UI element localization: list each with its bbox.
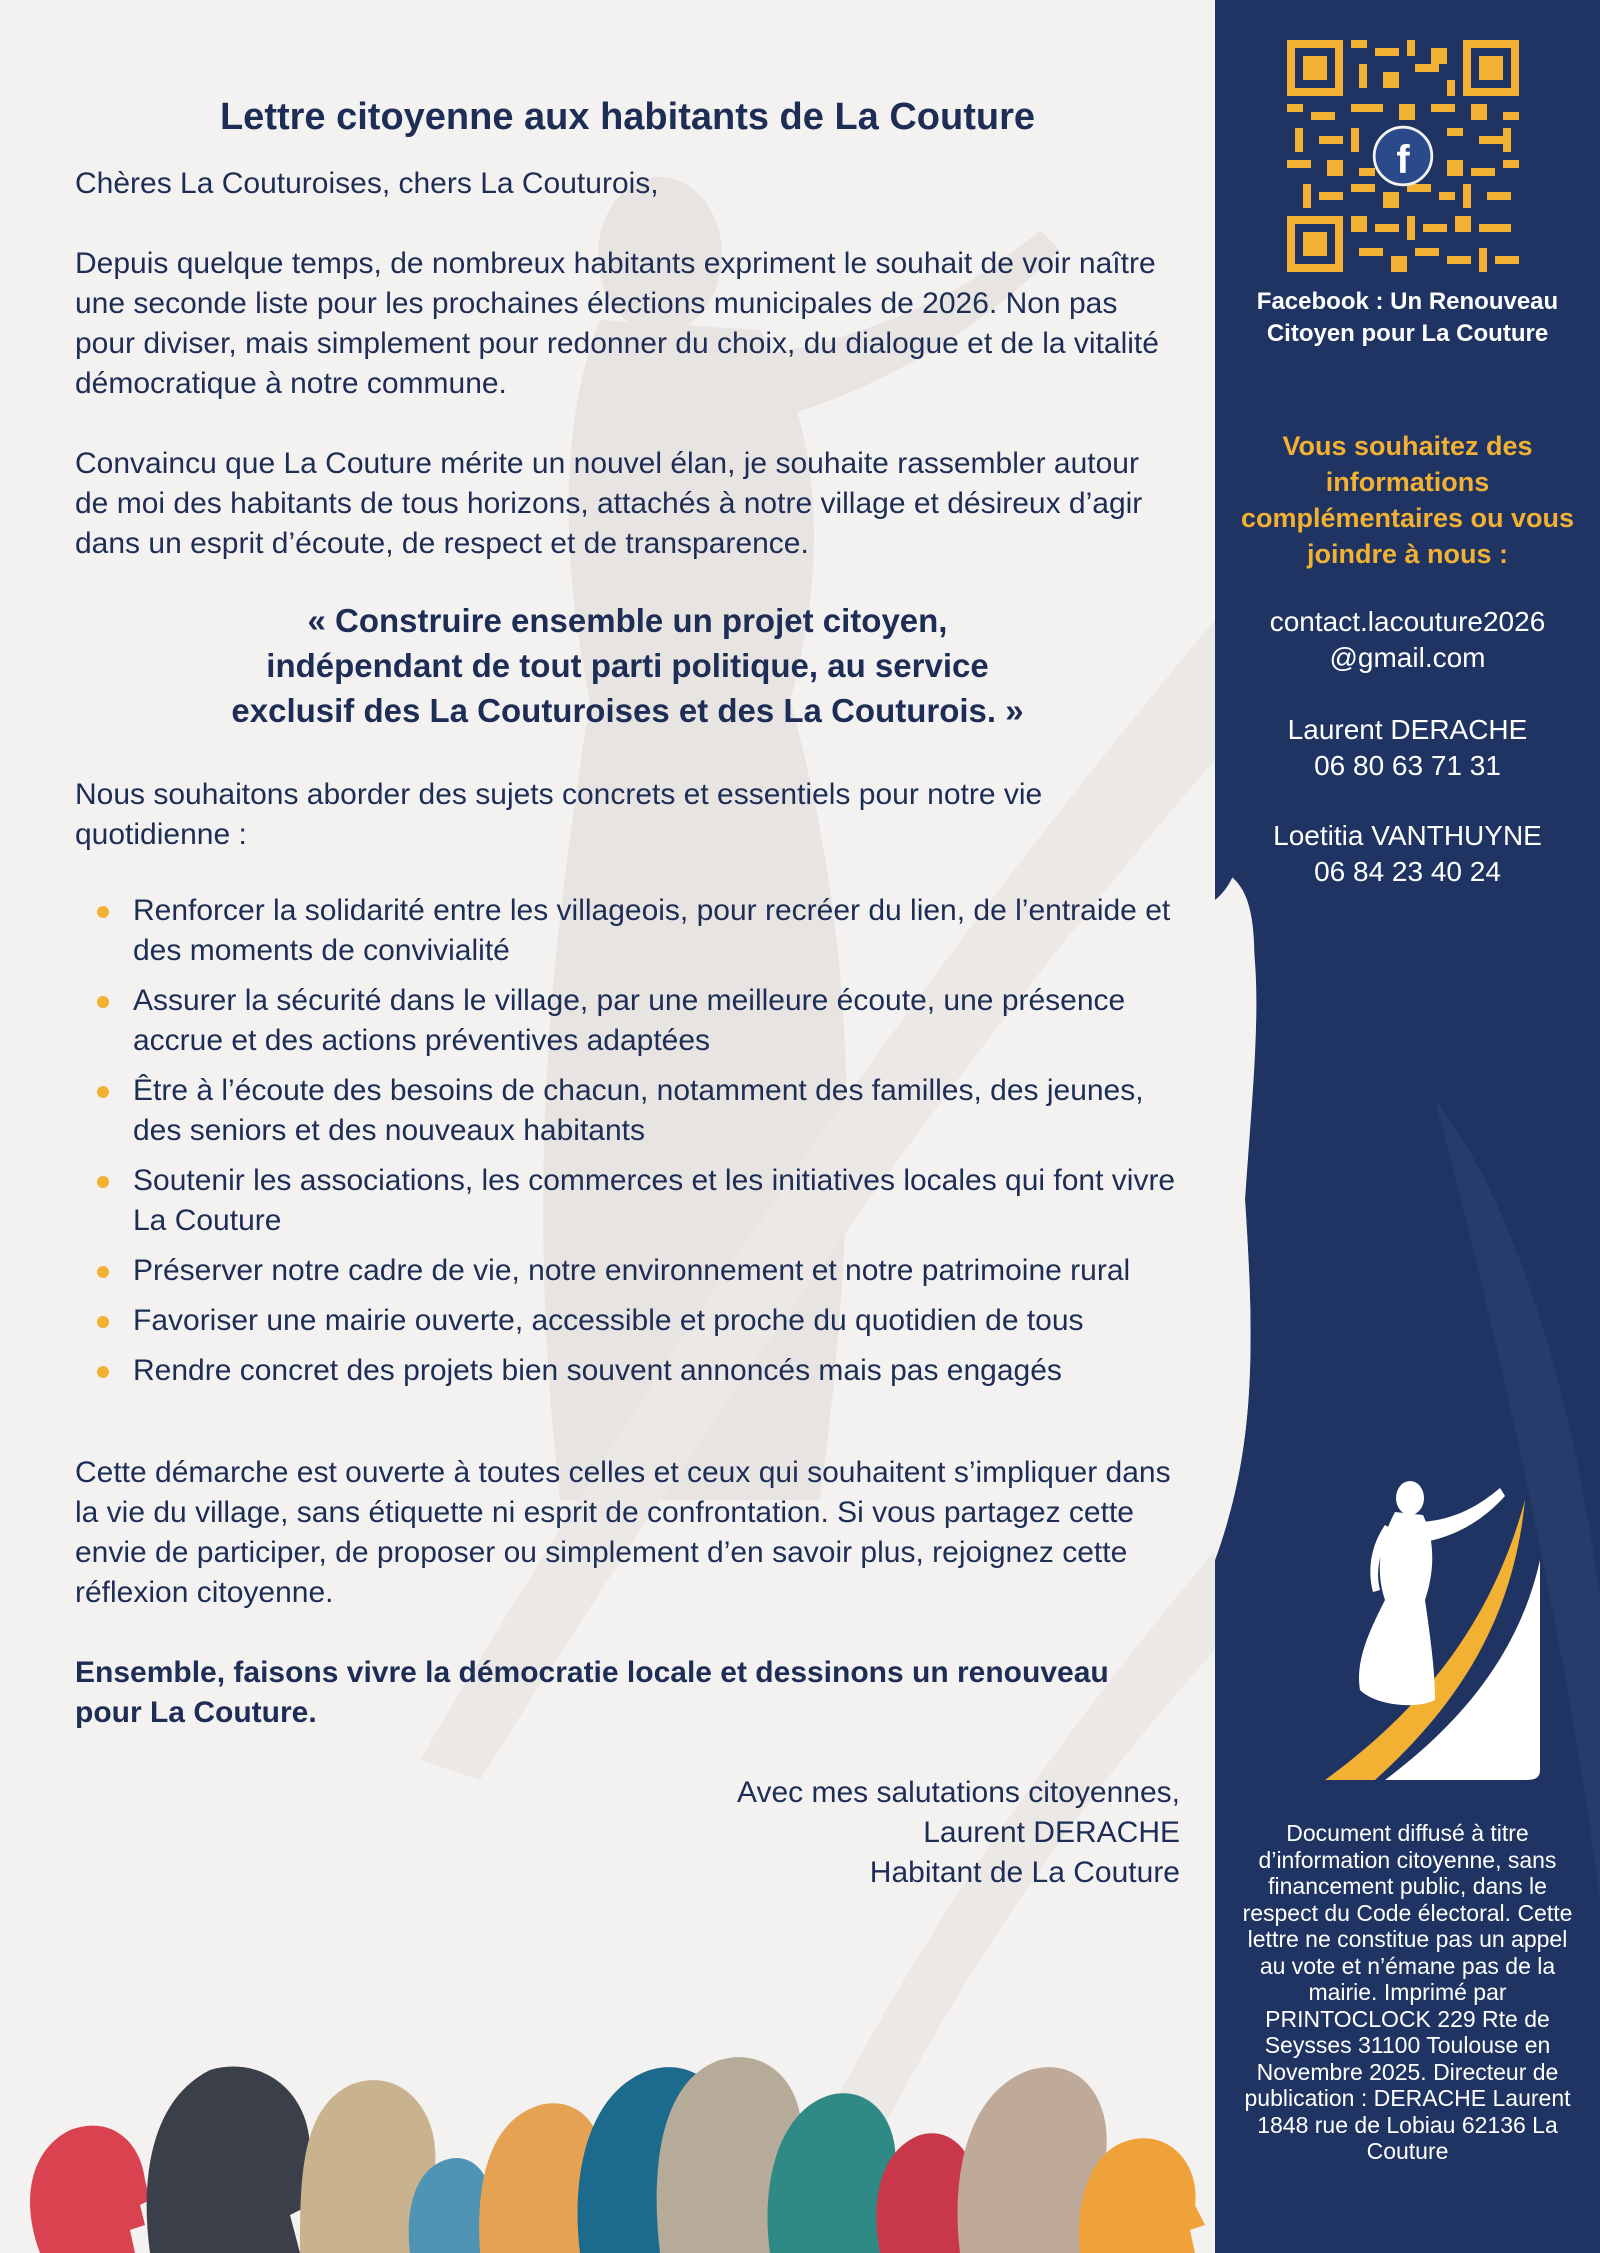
list-item bbox=[75, 1301, 1180, 1341]
facebook-caption[interactable]: Facebook : Un Renouveau Citoyen pour La Couture bbox=[1256, 288, 1559, 347]
quote-line-3: exclusif des La Couturoises et des La Couturois. » bbox=[231, 692, 1024, 729]
list-item-text: Être à l’écoute des besoins de chacun, notamment des familles, des jeunes, des seniors et des nouveaux habitants bbox=[133, 1074, 1144, 1147]
contact-sidebar bbox=[1215, 0, 1600, 2253]
list-item bbox=[75, 981, 1180, 1061]
pull-quote bbox=[75, 598, 1180, 733]
signature-block bbox=[75, 1773, 1180, 1893]
contact-name: Loetitia VANTHUYNE bbox=[1273, 820, 1542, 851]
letter-body bbox=[75, 80, 1180, 1893]
list-item-text: Soutenir les associations, les commerces et les initiatives locales qui font vivre La Couture bbox=[133, 1164, 1176, 1237]
email-line-1[interactable]: contact.lacouture2026 bbox=[1269, 606, 1546, 637]
bullet-dot-icon bbox=[97, 1176, 109, 1188]
list-item bbox=[75, 1251, 1180, 1291]
svg-text:f: f bbox=[1396, 137, 1410, 182]
contact-phone[interactable]: 06 84 23 40 24 bbox=[1314, 856, 1501, 887]
bullet-dot-icon bbox=[97, 906, 109, 918]
list-item-text: Favoriser une mairie ouverte, accessible et proche du quotidien de tous bbox=[133, 1304, 1084, 1337]
bullet-dot-icon bbox=[97, 1086, 109, 1098]
bullet-dot-icon bbox=[97, 1266, 109, 1278]
list-item-text: Préserver notre cadre de vie, notre environnement et notre patrimoine rural bbox=[133, 1254, 1131, 1287]
info-heading: Vous souhaitez des informations complémentaires ou vous joindre à nous : bbox=[1240, 431, 1575, 569]
signoff-salutation: Avec mes salutations citoyennes, bbox=[736, 1776, 1180, 1809]
contact-phone[interactable]: 06 80 63 71 31 bbox=[1314, 750, 1501, 781]
profile-dark bbox=[147, 2067, 318, 2253]
legal-disclaimer: Document diffusé à titre d’information citoyenne, sans financement public, dans le respect du Code électoral. Cette lettre ne constitue pas un appel au vote et n’émane pas de la mairie. Imprimé par PRINTOCLOCK 229 Rte de Seysses 31100 Toulouse en Novembre 2025. Directeur de publication : DERACHE Laurent 1848 rue de Lobiau 62136 La Couture bbox=[1242, 1820, 1573, 2164]
list-item-text: Renforcer la solidarité entre les villageois, pour recréer du lien, de l’entraide et des moments de convivialité bbox=[133, 894, 1171, 967]
email-contact[interactable] bbox=[1215, 604, 1600, 676]
quote-line-1: « Construire ensemble un projet citoyen, bbox=[307, 602, 948, 639]
list-item bbox=[75, 1071, 1180, 1151]
bullet-dot-icon bbox=[97, 996, 109, 1008]
list-intro: Nous souhaitons aborder des sujets concrets et essentiels pour notre vie quotidienne : bbox=[75, 778, 1043, 851]
list-item bbox=[75, 1161, 1180, 1241]
bullet-dot-icon bbox=[97, 1316, 109, 1328]
closing-statement: Ensemble, faisons vivre la démocratie locale et dessinons un renouveau pour La Couture. bbox=[75, 1656, 1109, 1729]
profile-red-left bbox=[30, 2126, 150, 2253]
greeting: Chères La Couturoises, chers La Couturois, bbox=[75, 167, 659, 200]
quote-line-2: indépendant de tout parti politique, au service bbox=[266, 647, 989, 684]
people-silhouettes bbox=[0, 2000, 1215, 2253]
woman-silhouette-logo-icon bbox=[1285, 1460, 1545, 1790]
list-item bbox=[75, 891, 1180, 971]
bullet-dot-icon bbox=[97, 1366, 109, 1378]
paragraph-2: Convaincu que La Couture mérite un nouvel élan, je souhaite rassembler autour de moi des habitants de tous horizons, attachés à notre village et désireux d’agir dans un esprit d’écoute, de respect et de transparence. bbox=[75, 447, 1143, 560]
priorities-list bbox=[75, 891, 1180, 1391]
signoff-name: Laurent DERACHE bbox=[923, 1816, 1180, 1849]
paragraph-1: Depuis quelque temps, de nombreux habitants expriment le souhait de voir naître une seconde liste pour les prochaines élections municipales de 2026. Non pas pour diviser, mais simplement pour redonner du choix, du dialogue et de la vitalité démocratique à notre commune. bbox=[75, 247, 1159, 400]
contact-loetitia bbox=[1215, 818, 1600, 890]
email-line-2[interactable]: @gmail.com bbox=[1329, 642, 1486, 673]
signoff-role: Habitant de La Couture bbox=[869, 1856, 1180, 1889]
contact-laurent bbox=[1215, 712, 1600, 784]
contact-name: Laurent DERACHE bbox=[1287, 714, 1528, 745]
list-item-text: Rendre concret des projets bien souvent annoncés mais pas engagés bbox=[133, 1354, 1062, 1387]
list-item bbox=[75, 1351, 1180, 1391]
paragraph-3: Cette démarche est ouverte à toutes celles et ceux qui souhaitent s’impliquer dans la vie du village, sans étiquette ni esprit de confrontation. Si vous partagez cette envie de participer, de proposer ou simplement d’en savoir plus, rejoignez cette réflexion citoyenne. bbox=[75, 1456, 1171, 1609]
qr-code-icon[interactable] bbox=[1287, 40, 1519, 272]
list-item-text: Assurer la sécurité dans le village, par une meilleure écoute, une présence accrue et des actions préventives adaptées bbox=[133, 984, 1126, 1057]
letter-title: Lettre citoyenne aux habitants de La Couture bbox=[219, 96, 1036, 138]
